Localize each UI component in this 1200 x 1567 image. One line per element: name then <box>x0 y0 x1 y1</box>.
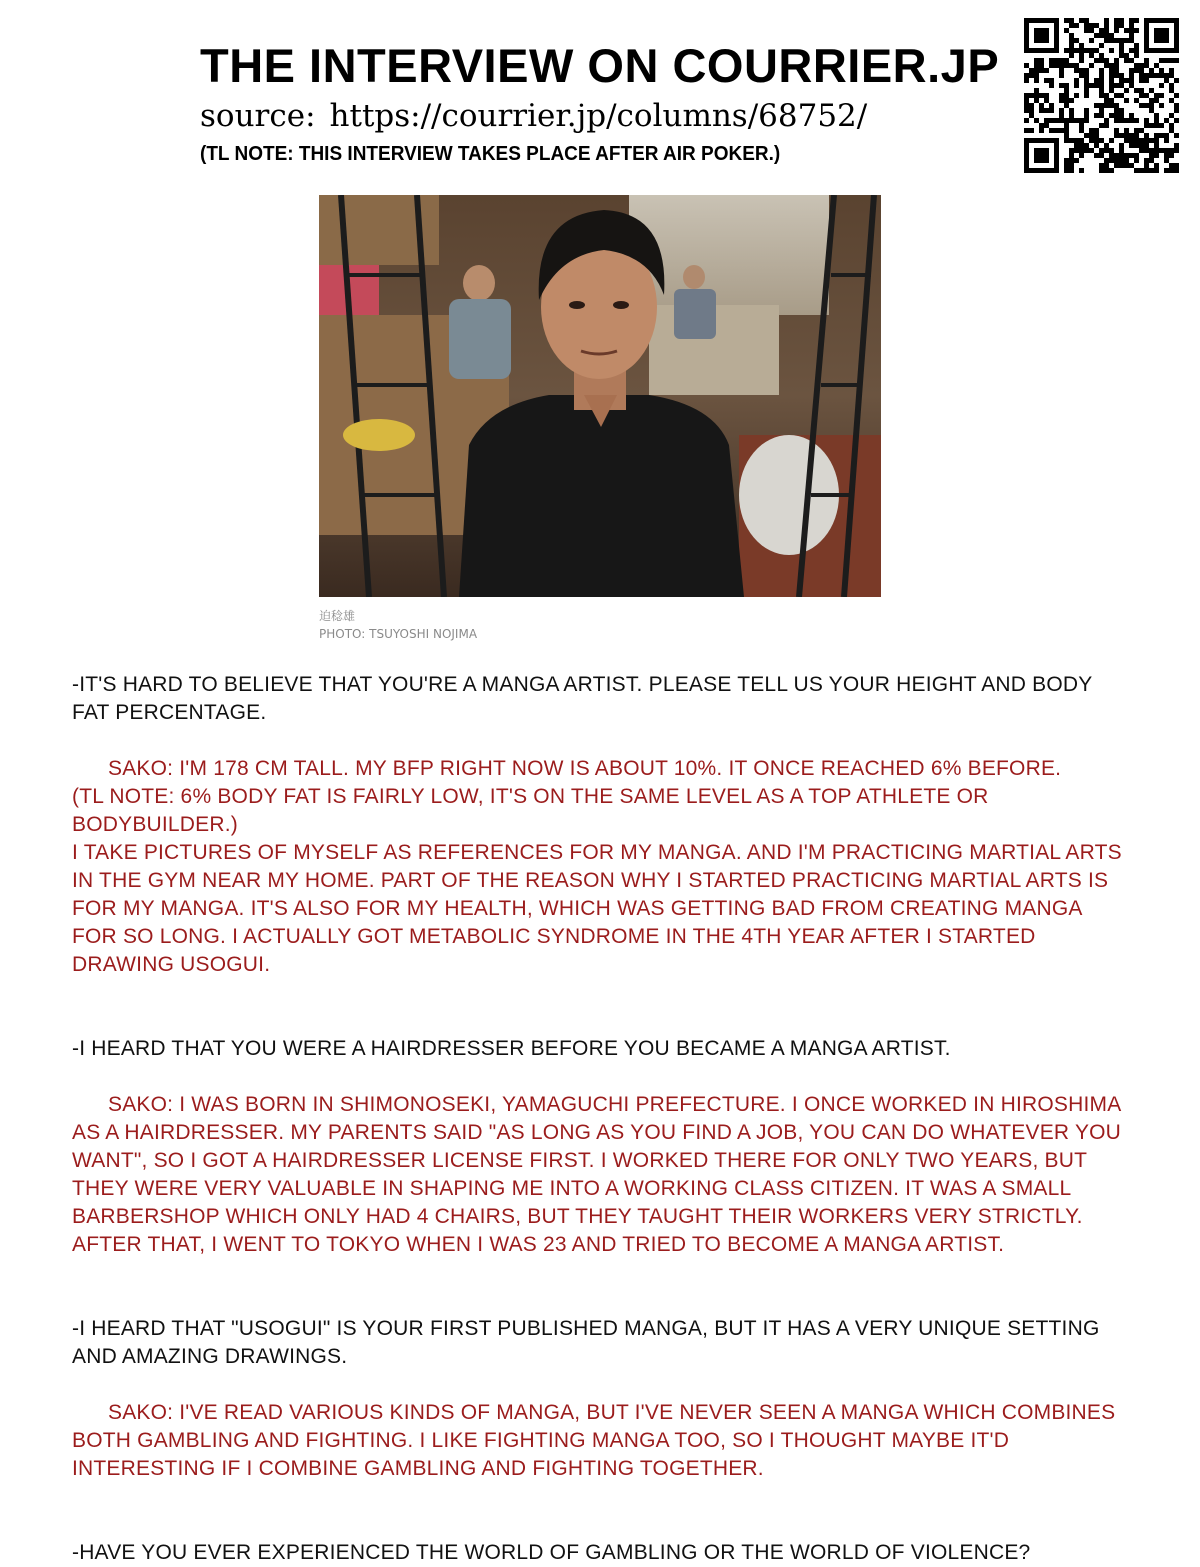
translator-note: (TL NOTE: THIS INTERVIEW TAKES PLACE AFTER AIR POKER.) <box>200 143 781 165</box>
interview-photo <box>319 195 881 597</box>
source-url: https://courrier.jp/columns/68752/ <box>329 98 868 134</box>
question-3: -I HEARD THAT "USOGUI" IS YOUR FIRST PUBLISHED MANGA, BUT IT HAS A VERY UNIQUE SETTING AND AMAZING DRAWINGS. <box>72 1317 1100 1368</box>
page-title: THE INTERVIEW ON COURRIER.JP <box>200 39 1000 92</box>
question-2: -I HEARD THAT YOU WERE A HAIRDRESSER BEFORE YOU BECAME A MANGA ARTIST. <box>72 1037 951 1060</box>
qr-code-icon <box>1024 18 1179 173</box>
caption-credit: PHOTO: TSUYOSHI NOJIMA <box>319 627 478 641</box>
answer-1-tl-note: (TL NOTE: 6% BODY FAT IS FAIRLY LOW, IT'S ON THE SAME LEVEL AS A TOP ATHLETE OR BODYBUILDER.) <box>72 785 989 836</box>
question-1: -IT'S HARD TO BELIEVE THAT YOU'RE A MANGA ARTIST. PLEASE TELL US YOUR HEIGHT AND BODY FAT PERCENTAGE. <box>72 673 1093 724</box>
interview-body <box>72 671 1132 1567</box>
question-4: -HAVE YOU EVER EXPERIENCED THE WORLD OF GAMBLING OR THE WORLD OF VIOLENCE? <box>72 1541 1031 1564</box>
answer-1-line-1: SAKO: I'M 178 CM TALL. MY BFP RIGHT NOW IS ABOUT 10%. IT ONCE REACHED 6% BEFORE. <box>108 757 1062 780</box>
caption-name: 迫稔雄 <box>319 609 356 623</box>
answer-1-line-3: I TAKE PICTURES OF MYSELF AS REFERENCES FOR MY MANGA. AND I'M PRACTICING MARTIAL ARTS IN THE GYM NEAR MY HOME. PART OF THE REASON WHY I STARTED PRACTICING MARTIAL ARTS IS FOR MY MANGA. IT'S ALSO FOR MY HEALTH, WHICH WAS GETTING BAD FROM CREATING MANGA FOR SO LONG. I ACTUALLY GOT METABOLIC SYNDROME IN THE 4TH YEAR AFTER I STARTED DRAWING USOGUI. <box>72 841 1122 976</box>
answer-3: SAKO: I'VE READ VARIOUS KINDS OF MANGA, BUT I'VE NEVER SEEN A MANGA WHICH COMBINES BOTH GAMBLING AND FIGHTING. I LIKE FIGHTING MANGA TOO, SO I THOUGHT MAYBE IT'D INTERESTING IF I COMBINE GAMBLING AND FIGHTING TOGETHER. <box>72 1401 1116 1480</box>
source-label: source: <box>200 98 316 134</box>
photo-caption <box>319 607 477 643</box>
source-line <box>200 96 1000 136</box>
answer-2: SAKO: I WAS BORN IN SHIMONOSEKI, YAMAGUCHI PREFECTURE. I ONCE WORKED IN HIROSHIMA AS A HAIRDRESSER. MY PARENTS SAID "AS LONG AS YOU FIND A JOB, YOU CAN DO WHATEVER YOU WANT", SO I GOT A HAIRDRESSER LICENSE FIRST. I WORKED THERE FOR ONLY TWO YEARS, BUT THEY WERE VERY VALUABLE IN SHAPING ME INTO A WORKING CLASS CITIZEN. IT WAS A SMALL BARBERSHOP WHICH ONLY HAD 4 CHAIRS, BUT THEY TAUGHT THEIR WORKERS VERY STRICTLY. AFTER THAT, I WENT TO TOKYO WHEN I WAS 23 AND TRIED TO BECOME A MANGA ARTIST. <box>72 1093 1122 1256</box>
